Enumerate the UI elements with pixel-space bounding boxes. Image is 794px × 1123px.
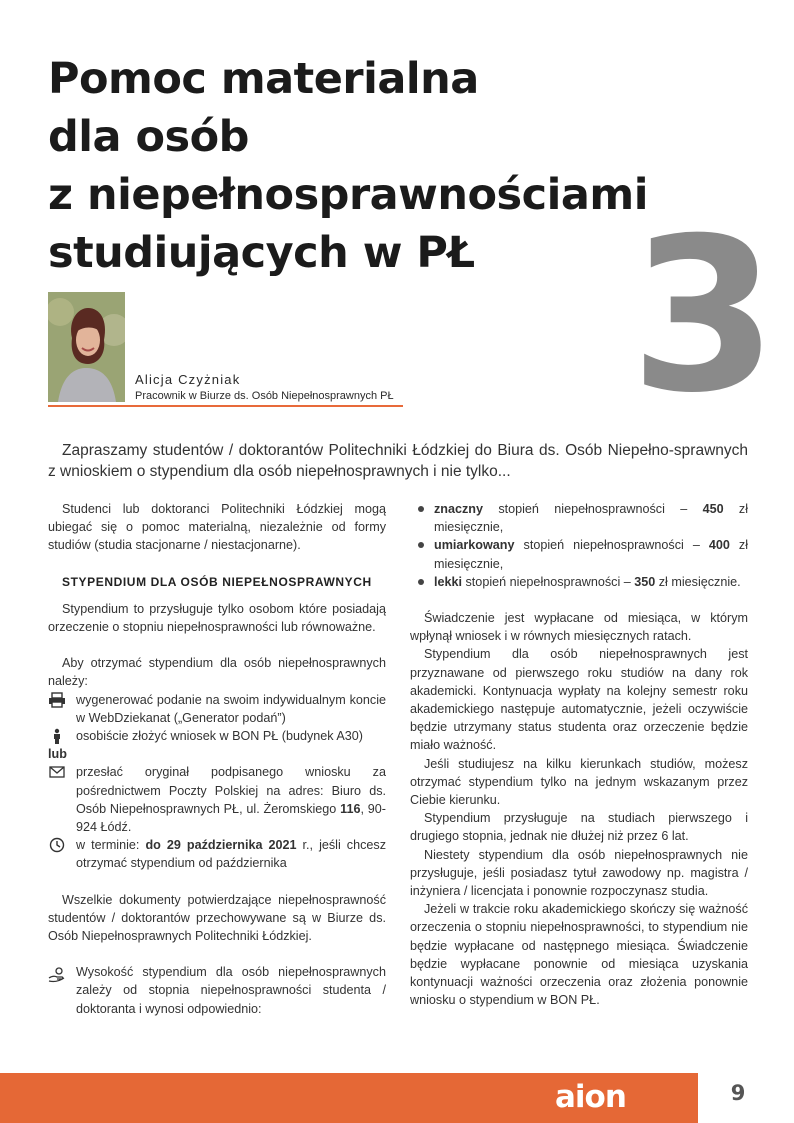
title-line: z niepełnosprawnościami xyxy=(48,170,648,220)
author-portrait-icon xyxy=(48,292,125,402)
or-label: lub xyxy=(48,747,67,762)
author-photo xyxy=(48,292,125,402)
right-column xyxy=(410,500,748,1009)
level-text: stopień niepełnosprawności – xyxy=(462,574,635,589)
address-number: 116 xyxy=(340,801,361,816)
author-name: Alicja Czyżniak xyxy=(135,372,241,387)
level-amount: 400 xyxy=(708,538,730,553)
step-item xyxy=(48,727,386,745)
bullet-icon xyxy=(418,542,424,548)
deadline-date: do 29 października 2021 xyxy=(145,838,297,853)
title-line: dla osób xyxy=(48,112,249,162)
paragraph: Jeżeli w trakcie roku akademickiego skończy się ważność orzeczenia o stopniu niepełnosprawności, to stypendium nie będzie wypłacane od następnego miesiąca. Świadczenie będzie wypłacane ponownie od miesiąca uzyskania kontynuacji ważności orzeczenia oraz złożenia ponownie wniosku o stypendium w BON PŁ. xyxy=(410,902,748,1008)
amount-list-item xyxy=(410,573,748,591)
title-line: Pomoc materialna xyxy=(48,54,479,104)
deadline-label: w terminie: xyxy=(76,838,146,853)
envelope-icon xyxy=(48,764,66,780)
step-text xyxy=(76,838,386,870)
clock-icon xyxy=(48,837,66,853)
level-name: znaczny xyxy=(434,502,483,516)
paragraph: Jeśli studiujesz na kilku kierunkach studiów, możesz otrzymać stypendium tylko na jednym wskazanym przez Ciebie kierunku. xyxy=(410,756,748,808)
bullet-icon xyxy=(418,579,424,585)
paragraph: Stypendium to przysługuje tylko osobom które posiadają orzeczenie o stopniu niepełnosprawności lub równoważne. xyxy=(48,601,386,635)
level-amount: 350 xyxy=(634,574,656,589)
person-icon xyxy=(48,728,66,744)
section-heading: STYPENDIUM DLA OSÓB NIEPEŁNOSPRAWNYCH xyxy=(62,574,372,589)
deadline-tail: r., jeśli chcesz otrzymać stypendium od października xyxy=(76,838,386,871)
paragraph: Stypendium przysługuje na studiach pierwszego i drugiego stopnia, jednak nie dłużej niż przez 6 lat. xyxy=(410,811,748,844)
author-block xyxy=(135,372,425,404)
printer-icon xyxy=(48,692,66,708)
title-line: studiujących w PŁ xyxy=(48,228,475,278)
paragraph: Niestety stypendium dla osób niepełnosprawnych nie przysługuje, jeśli posiadasz tytuł zawodowy np. magistra / inżyniera / licencjata i ponownie rozpoczynasz studia. xyxy=(410,847,748,899)
step-item xyxy=(48,691,386,727)
amount-list-item xyxy=(410,536,748,572)
hand-coin-icon xyxy=(48,967,66,983)
level-name: umiarkowany xyxy=(434,538,515,553)
amount-intro-text: Wysokość stypendium dla osób niepełnosprawnych zależy od stopnia niepełnosprawności studenta / doktoranta i wynosi odpowiednio: xyxy=(76,965,386,1016)
intro-paragraph: Studenci lub doktoranci Politechniki Łódzkiej mogą ubiegać się o pomoc materialną, niezależnie od formy studiów (studia stacjonarne / niestacjonarne). xyxy=(48,502,386,553)
amount-list-item xyxy=(410,500,748,536)
level-text: stopień niepełnosprawności – xyxy=(483,502,703,516)
article-number: 3 xyxy=(630,192,778,439)
address-text: przesłać oryginał podpisanego wniosku za pośrednictwem Poczty Polskiej na adres: Biuro ds. Osób Niepełnosprawnych PŁ, ul. Żeromskiego xyxy=(76,765,386,816)
author-divider xyxy=(48,405,403,407)
aion-logo: aion xyxy=(555,1079,626,1115)
author-role: Pracownik w Biurze ds. Osób Niepełnosprawnych PŁ xyxy=(135,390,394,402)
amount-intro xyxy=(48,963,386,1018)
paragraph: Świadczenie jest wypłacane od miesiąca, w którym wpłynął wniosek i w równych miesięcznych ratach. xyxy=(410,611,748,644)
step-item xyxy=(48,836,386,872)
paragraph: Stypendium dla osób niepełnosprawnych jest przyznawane od pierwszego roku studiów na dany rok akademicki. Kontynuacja wypłaty na kolejny semestr roku akademickiego następuje automatycznie, jeżeli oczywiście będzie utrzymany status studenta oraz orzeczenie będzie miało ważność. xyxy=(410,647,748,753)
level-tail: zł miesięcznie, xyxy=(434,502,749,535)
step-item xyxy=(48,763,386,836)
level-name: lekki xyxy=(434,574,463,589)
lead-paragraph: Zapraszamy studentów / doktorantów Politechniki Łódzkiej do Biura ds. Osób Niepełno-sprawnych z wnioskiem o stypendium dla osób niepełnosprawnych i nie tylko... xyxy=(48,442,748,480)
page-number: 9 xyxy=(730,1081,746,1105)
left-column xyxy=(48,500,386,1018)
paragraph: Aby otrzymać stypendium dla osób niepełnosprawnych należy: xyxy=(48,656,386,689)
step-text: osobiście złożyć wniosek w BON PŁ (budynek A30) xyxy=(76,729,363,744)
step-text: wygenerować podanie na swoim indywidualnym koncie w WebDziekanat („Generator podań”) xyxy=(76,692,386,725)
level-amount: 450 xyxy=(702,502,724,516)
bullet-icon xyxy=(418,506,424,512)
step-text xyxy=(76,765,386,834)
level-tail: zł miesięcznie, xyxy=(434,538,748,571)
paragraph: Wszelkie dokumenty potwierdzające niepełnosprawność studentów / doktorantów przechowywane są w Biurze ds. Osób Niepełnosprawnych Politechniki Łódzkiej. xyxy=(48,892,386,944)
level-text: stopień niepełnosprawności – xyxy=(514,538,709,553)
level-tail: zł miesięcznie. xyxy=(655,574,741,589)
address-tail: , 90-924 Łódź. xyxy=(76,801,386,835)
